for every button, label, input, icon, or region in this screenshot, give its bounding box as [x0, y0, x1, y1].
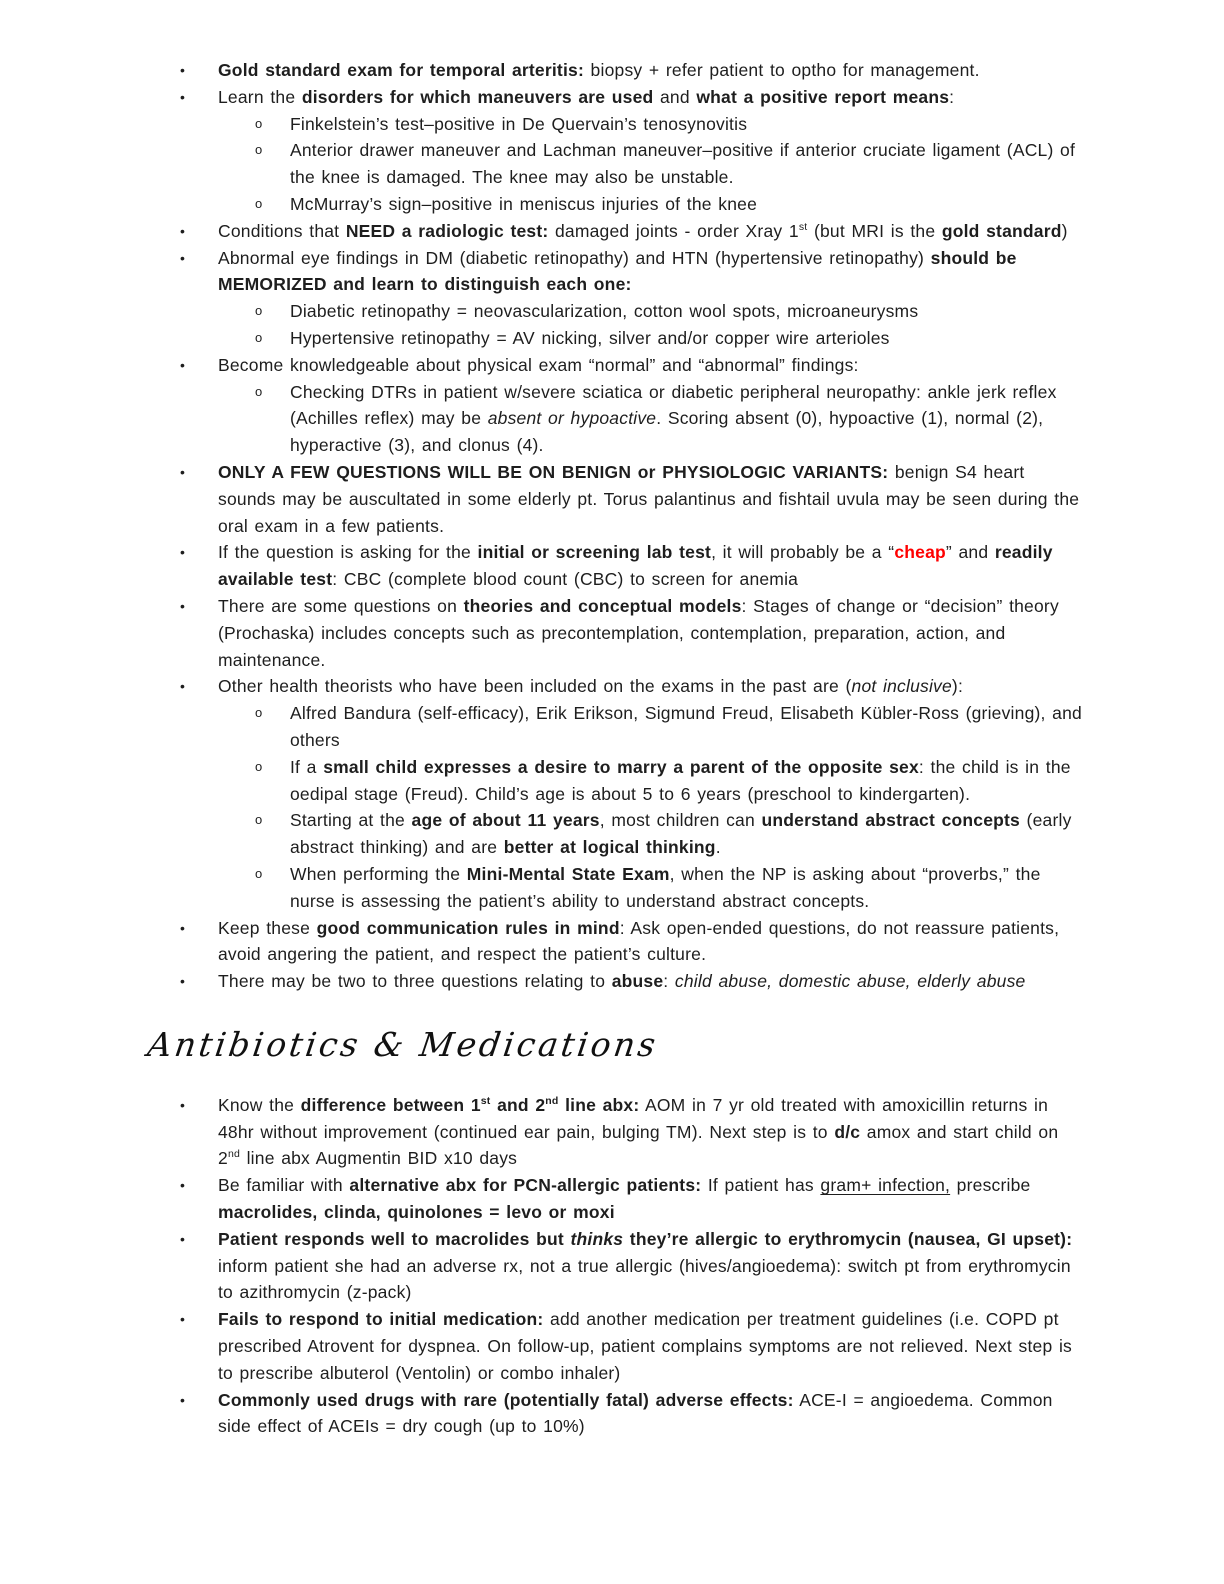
- text-segment: Checking DTRs in patient w/severe sciatica or diabetic peripheral neuropathy: ankle jerk reflex (Achilles reflex) may be: [290, 381, 1057, 429]
- text-segment: Know the: [218, 1094, 301, 1115]
- sub-bullet-circle-icon: o: [255, 195, 263, 211]
- bullet-item: [255, 700, 1224, 754]
- text-segment: Anterior drawer maneuver and Lachman maneuver–positive if anterior cruciate ligament (ACL) of the knee is damaged. The knee may also be unstable.: [290, 140, 1076, 188]
- bullet-dot-icon: •: [180, 62, 186, 78]
- bullet-text: [218, 1172, 1084, 1226]
- text-segment: (early abstract thinking) and are: [290, 810, 1072, 858]
- bullet-text: [218, 539, 1084, 593]
- bullet-text: [290, 700, 1082, 754]
- text-segment: Become knowledgeable about physical exam “normal” and “abnormal” findings:: [218, 354, 859, 375]
- bullet-item: [255, 298, 1224, 325]
- text-segment: Gold standard exam for temporal arteritis:: [218, 60, 584, 80]
- text-segment: disorders for which maneuvers are used: [301, 86, 654, 107]
- bullet-item: [180, 218, 1224, 245]
- bullet-text: [290, 754, 1082, 808]
- bullet-item: [255, 861, 1224, 915]
- bullet-item: [180, 84, 1224, 111]
- sub-bullet-circle-icon: o: [255, 142, 263, 158]
- bullet-dot-icon: •: [180, 1096, 186, 1113]
- text-segment: Diabetic retinopathy = neovascularization, cotton wool spots, microaneurysms: [290, 301, 919, 322]
- text-segment: amox and start child on 2: [218, 1121, 1059, 1169]
- text-segment: When performing the: [290, 863, 467, 884]
- text-segment: readily available test: [218, 542, 1053, 590]
- bullet-text: [218, 459, 1084, 539]
- sub-bullet-circle-icon: o: [255, 865, 263, 881]
- bullet-item: [180, 1092, 1224, 1172]
- bullet-text: [218, 968, 1084, 995]
- bullet-text: [218, 57, 1084, 84]
- text-segment: If a: [290, 756, 324, 777]
- notes-list-general: [0, 57, 1224, 995]
- text-segment: , it will probably be a “: [711, 542, 895, 563]
- text-segment: add another medication per treatment guidelines (i.e. COPD pt prescribed Atrovent for dyspnea. On follow-up, patient complains symptoms are not relieved. Next step is to prescribe albuterol (Ventolin) or combo inhaler): [218, 1309, 1072, 1383]
- text-segment: .: [715, 837, 721, 858]
- text-segment: : Ask open-ended questions, do not reassure patients, avoid angering the patient, and respect the patient’s culture.: [218, 917, 1060, 965]
- bullet-text: [218, 915, 1084, 969]
- text-segment: gram+ infection,: [820, 1175, 951, 1196]
- text-segment: good communication rules in mind: [316, 917, 620, 938]
- bullet-item: [255, 191, 1224, 218]
- text-segment: , when the NP is asking about “proverbs,” the nurse is assessing the patient’s ability to understand abstract concepts.: [290, 863, 1041, 911]
- text-segment: better at logical thinking: [503, 837, 716, 858]
- bullet-item: [255, 111, 1224, 138]
- text-segment: Starting at the: [290, 810, 412, 831]
- bullet-text: [218, 218, 1084, 245]
- bullet-item: [255, 325, 1224, 352]
- text-segment: : the child is in the oedipal stage (Freud). Child’s age is about 5 to 6 years (preschool to kindergarten).: [290, 756, 1071, 804]
- text-segment: initial or screening lab test: [477, 542, 712, 563]
- bullet-item: [180, 459, 1224, 539]
- text-segment: child abuse, domestic abuse, elderly abuse: [674, 971, 1026, 992]
- text-segment: Commonly used drugs with rare (potentially fatal) adverse effects:: [218, 1389, 794, 1410]
- sub-bullet-circle-icon: o: [255, 303, 263, 319]
- bullet-text: [218, 1387, 1084, 1441]
- text-segment: macrolides, clinda, quinolones = levo or moxi: [218, 1202, 615, 1223]
- text-segment: absent or hypoactive: [487, 408, 657, 429]
- text-segment: :: [949, 86, 955, 107]
- text-segment: NEED a radiologic test:: [345, 220, 549, 241]
- sub-bullet-circle-icon: o: [255, 329, 263, 345]
- text-segment: difference between 1: [300, 1094, 481, 1115]
- text-segment: line abx:: [558, 1094, 640, 1115]
- sub-bullet-circle-icon: o: [255, 758, 263, 774]
- text-segment: There are some questions on: [218, 595, 464, 616]
- bullet-text: [218, 1092, 1084, 1172]
- bullet-text: [218, 593, 1084, 673]
- bullet-item: [180, 968, 1224, 995]
- bullet-text: [290, 379, 1082, 459]
- text-segment: st: [480, 1095, 491, 1108]
- text-segment: d/c: [834, 1121, 861, 1142]
- text-segment: nd: [545, 1095, 559, 1108]
- text-segment: cheap: [894, 542, 946, 563]
- text-segment: biopsy + refer patient to optho for management.: [584, 60, 980, 80]
- bullet-text: [218, 1306, 1084, 1386]
- text-segment: ):: [951, 676, 964, 697]
- bullet-item: [180, 539, 1224, 593]
- text-segment: . Scoring absent (0), hypoactive (1), normal (2), hyperactive (3), and clonus (4).: [290, 408, 1044, 456]
- bullet-text: [218, 84, 1084, 111]
- bullet-item: [255, 137, 1224, 191]
- text-segment: Finkelstein’s test–positive in De Quervain’s tenosynovitis: [290, 113, 748, 134]
- bullet-item: [180, 1172, 1224, 1226]
- text-segment: : Stages of change or “decision” theory (Prochaska) includes concepts such as precontemplation, contemplation, preparation, action, and maintenance.: [218, 595, 1059, 670]
- bullet-text: [290, 298, 1082, 325]
- bullet-text: [218, 673, 1084, 700]
- text-segment: theories and conceptual models: [463, 595, 742, 616]
- bullet-text: [218, 352, 1084, 379]
- bullet-item: [255, 807, 1224, 861]
- text-segment: ONLY A FEW QUESTIONS WILL BE ON BENIGN or PHYSIOLOGIC VARIANTS:: [218, 461, 889, 482]
- text-segment: If patient has: [701, 1175, 821, 1196]
- text-segment: Fails to respond to initial medication:: [218, 1309, 544, 1330]
- text-segment: Alfred Bandura (self-efficacy), Erik Erikson, Sigmund Freud, Elisabeth Kübler-Ross (grieving), and others: [290, 703, 1082, 750]
- text-segment: AOM in 7 yr old treated with amoxicillin returns in 48hr without improvement (continued ear pain, bulging TM). Next step is to: [218, 1094, 1048, 1142]
- bullet-text: [290, 111, 1082, 138]
- text-segment: prescribe: [950, 1175, 1031, 1196]
- text-segment: they’re allergic to erythromycin (nausea, GI upset):: [623, 1228, 1073, 1249]
- text-segment: alternative abx for PCN-allergic patients:: [349, 1175, 702, 1196]
- text-segment: Patient responds well to macrolides but: [218, 1228, 571, 1249]
- sub-bullet-circle-icon: o: [255, 383, 263, 399]
- bullet-dot-icon: •: [180, 973, 186, 990]
- bullet-dot-icon: •: [180, 356, 186, 373]
- text-segment: ” and: [945, 542, 995, 563]
- text-segment: Learn the: [218, 86, 302, 107]
- sub-bullet-circle-icon: o: [255, 812, 263, 828]
- bullet-item: [180, 915, 1224, 969]
- bullet-item: [180, 1226, 1224, 1306]
- text-segment: ): [1061, 220, 1068, 241]
- text-segment: what a positive report means: [696, 86, 950, 107]
- text-segment: should be MEMORIZED and learn to distinguish each one:: [218, 247, 1017, 295]
- text-segment: , most children can: [599, 810, 762, 831]
- text-segment: age of about 11 years: [411, 810, 600, 831]
- bullet-dot-icon: •: [180, 1177, 186, 1194]
- text-segment: ACE-I = angioedema. Common side effect of ACEIs = dry cough (up to 10%): [218, 1389, 1053, 1437]
- bullet-dot-icon: •: [180, 1230, 186, 1247]
- bullet-item: [180, 245, 1224, 299]
- bullet-dot-icon: •: [180, 919, 186, 936]
- text-segment: not inclusive: [851, 676, 952, 697]
- text-segment: Other health theorists who have been included on the exams in the past are (: [218, 676, 852, 697]
- bullet-text: [290, 325, 1082, 352]
- text-segment: Hypertensive retinopathy = AV nicking, silver and/or copper wire arterioles: [290, 327, 890, 348]
- bullet-dot-icon: •: [180, 222, 186, 239]
- sub-bullet-circle-icon: o: [255, 115, 263, 131]
- bullet-text: [290, 191, 1082, 218]
- text-segment: small child expresses a desire to marry a parent of the opposite sex: [323, 756, 919, 777]
- bullet-dot-icon: •: [180, 88, 186, 105]
- section-heading-antibiotics-medications: Antibiotics & Medications: [145, 1024, 661, 1064]
- text-segment: and 2: [490, 1094, 546, 1115]
- text-segment: understand abstract concepts: [761, 810, 1020, 831]
- bullet-item: [255, 379, 1224, 459]
- text-segment: There may be two to three questions relating to: [218, 971, 612, 992]
- text-segment: gold standard: [941, 220, 1062, 241]
- bullet-dot-icon: •: [180, 249, 186, 266]
- bullet-text: [218, 1226, 1084, 1306]
- bullet-dot-icon: •: [180, 463, 186, 480]
- bullet-item: [180, 57, 1224, 84]
- bullet-dot-icon: •: [180, 678, 186, 695]
- bullet-dot-icon: •: [180, 544, 186, 561]
- notes-list-antibiotics: [0, 1092, 1224, 1440]
- bullet-dot-icon: •: [180, 1311, 186, 1328]
- bullet-item: [180, 1387, 1224, 1441]
- text-segment: Keep these: [218, 917, 317, 938]
- text-segment: Abnormal eye findings in DM (diabetic retinopathy) and HTN (hypertensive retinopathy): [218, 247, 931, 268]
- text-segment: McMurray’s sign–positive in meniscus injuries of the knee: [290, 193, 758, 214]
- bullet-text: [290, 807, 1082, 861]
- text-segment: and: [653, 86, 697, 107]
- bullet-item: [255, 754, 1224, 808]
- text-segment: nd: [227, 1148, 241, 1161]
- text-segment: :: [663, 971, 675, 992]
- bullet-dot-icon: •: [180, 597, 186, 614]
- text-segment: : CBC (complete blood count (CBC) to screen for anemia: [332, 569, 799, 590]
- bullet-text: [290, 861, 1082, 915]
- bullet-item: [180, 1306, 1224, 1386]
- text-segment: damaged joints - order Xray 1: [548, 220, 799, 241]
- sub-bullet-circle-icon: o: [255, 705, 263, 721]
- bullet-text: [290, 137, 1082, 191]
- text-segment: thinks: [570, 1228, 624, 1249]
- text-segment: If the question is asking for the: [218, 542, 478, 563]
- bullet-dot-icon: •: [180, 1391, 186, 1408]
- text-segment: Be familiar with: [218, 1175, 350, 1196]
- text-segment: abuse: [611, 971, 664, 992]
- bullet-text: [218, 245, 1084, 299]
- bullet-item: [180, 352, 1224, 379]
- text-segment: st: [798, 220, 808, 233]
- bullet-item: [180, 593, 1224, 673]
- text-segment: Mini-Mental State Exam: [466, 863, 670, 884]
- bullet-item: [180, 673, 1224, 700]
- text-segment: Conditions that: [218, 220, 346, 241]
- text-segment: inform patient she had an adverse rx, not a true allergic (hives/angioedema): switch pt from erythromycin to azithromycin (z-pack): [218, 1255, 1071, 1303]
- text-segment: (but MRI is the: [807, 220, 942, 241]
- text-segment: benign S4 heart sounds may be auscultated in some elderly pt. Torus palantinus and fishtail uvula may be seen during the oral exam in a few patients.: [218, 461, 1080, 536]
- text-segment: line abx Augmentin BID x10 days: [240, 1148, 518, 1169]
